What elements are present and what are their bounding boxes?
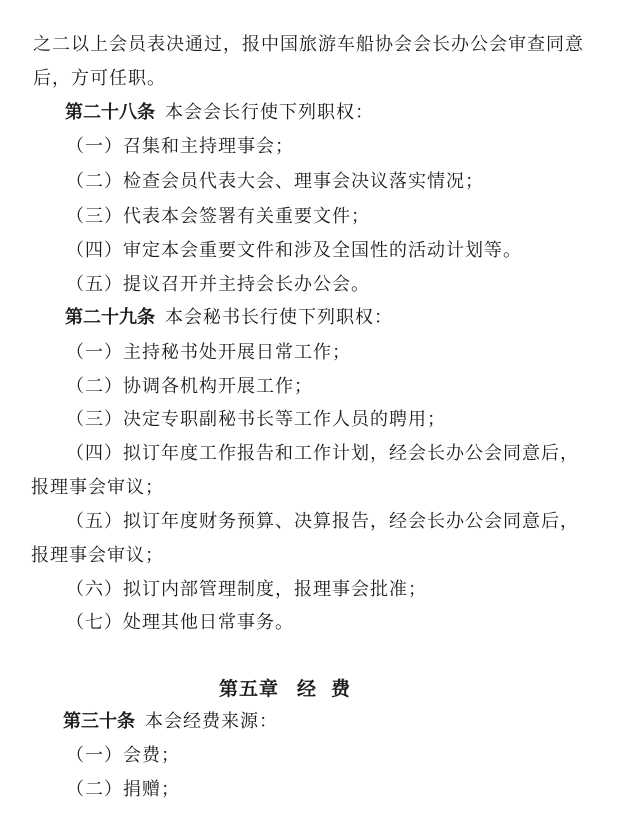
list-item: （三）代表本会签署有关重要文件；: [66, 206, 370, 227]
article-28-heading: [65, 101, 374, 125]
article-intro: 本会经费来源：: [145, 711, 278, 732]
body-line: 后，方可任职。: [33, 68, 166, 89]
chapter-heading: [219, 677, 351, 701]
article-intro: 本会会长行使下列职权：: [165, 102, 374, 123]
chapter-number: 第五章: [219, 678, 280, 700]
list-item: （一）主持秘书处开展日常工作；: [66, 342, 351, 363]
list-item: （四）审定本会重要文件和涉及全国性的活动计划等。: [66, 240, 522, 261]
list-item: （二）检查会员代表大会、理事会决议落实情况；: [66, 171, 484, 192]
list-item: （六）拟订内部管理制度，报理事会批准；: [66, 579, 427, 600]
article-intro: 本会秘书长行使下列职权：: [165, 307, 393, 328]
list-item: （五）拟订年度财务预算、决算报告，经会长办公会同意后，: [66, 511, 579, 532]
article-title: 第二十九条: [65, 307, 155, 328]
list-item-continuation: 报理事会审议；: [31, 477, 164, 498]
body-line: 之二以上会员表决通过，报中国旅游车船协会会长办公会审查同意: [33, 34, 584, 55]
list-item: （二）协调各机构开展工作；: [66, 376, 313, 397]
list-item: （五）提议召开并主持会长办公会。: [66, 274, 370, 295]
list-item: （三）决定专职副秘书长等工作人员的聘用；: [66, 409, 446, 430]
article-30-heading: [63, 710, 278, 734]
list-item: （七）处理其他日常事务。: [66, 612, 294, 633]
article-title: 第二十八条: [65, 102, 155, 123]
list-item-continuation: 报理事会审议；: [31, 545, 164, 566]
chapter-title-char: 经: [297, 678, 318, 700]
list-item: （四）拟订年度工作报告和工作计划，经会长办公会同意后，: [66, 443, 579, 464]
article-29-heading: [65, 306, 393, 330]
chapter-title-char: 费: [331, 678, 352, 700]
article-title: 第三十条: [63, 711, 135, 732]
list-item: （一）会费；: [66, 745, 180, 766]
list-item: （一）召集和主持理事会；: [66, 136, 294, 157]
list-item: （二）捐赠；: [66, 779, 180, 800]
